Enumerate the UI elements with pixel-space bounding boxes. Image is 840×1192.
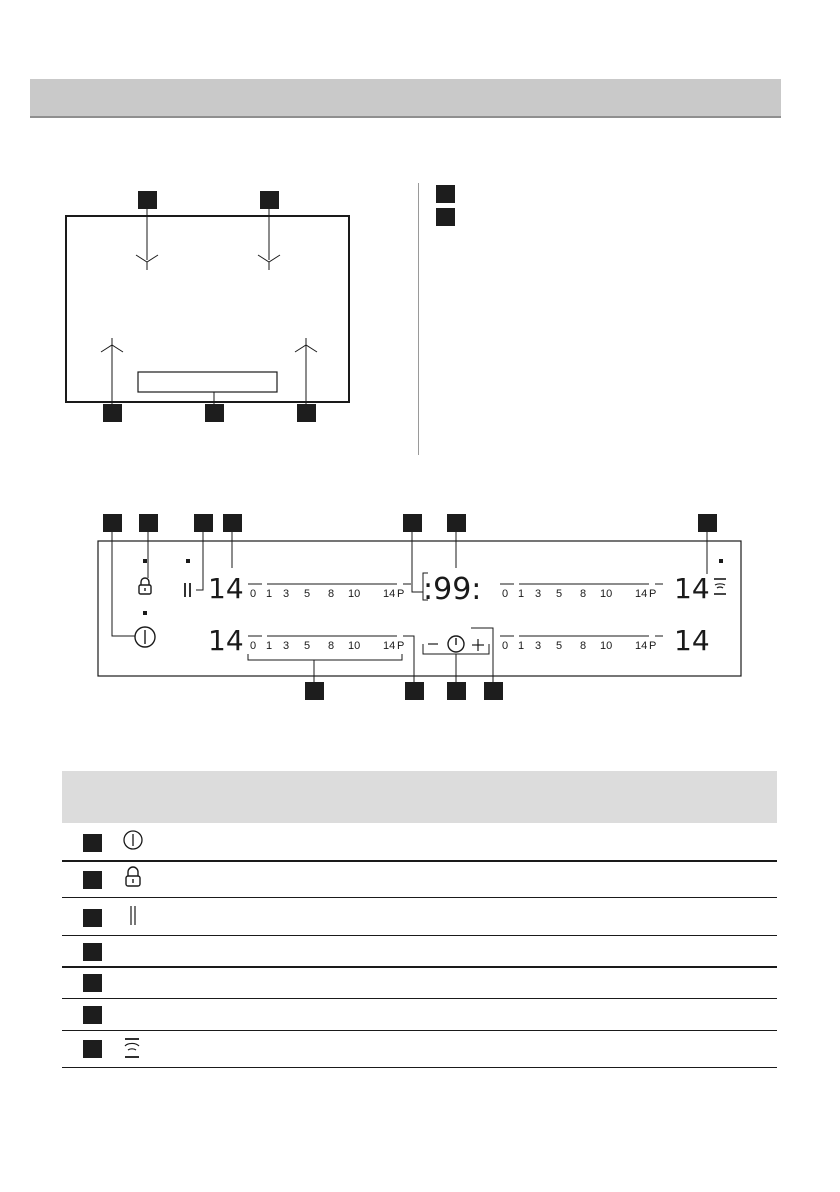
row-marker bbox=[83, 1006, 102, 1024]
scale-label: 3 bbox=[535, 640, 542, 652]
marker-box bbox=[403, 514, 422, 532]
scale-label: 1 bbox=[266, 640, 273, 652]
row-marker bbox=[83, 834, 102, 852]
row-divider bbox=[62, 1067, 777, 1068]
scale-label: 14 bbox=[635, 588, 648, 600]
scale-label: 3 bbox=[535, 588, 542, 600]
marker-box bbox=[103, 514, 122, 532]
clock-icon bbox=[448, 636, 464, 652]
scale-label: 14 bbox=[383, 588, 396, 600]
row-marker bbox=[83, 1040, 102, 1058]
scale-label: 8 bbox=[328, 588, 335, 600]
hob-hood-icon bbox=[714, 579, 726, 594]
scale-label: 10 bbox=[348, 640, 361, 652]
scale-label: 10 bbox=[348, 588, 361, 600]
scale-label: 14 bbox=[383, 640, 396, 652]
scale-label: 1 bbox=[518, 640, 525, 652]
indicator-dot bbox=[143, 559, 147, 563]
table-row bbox=[62, 1030, 777, 1068]
lock-icon bbox=[121, 865, 145, 889]
row-marker bbox=[83, 974, 102, 992]
marker-box bbox=[223, 514, 242, 532]
indicator-dot bbox=[186, 559, 190, 563]
scale-label: 0 bbox=[250, 588, 257, 600]
hob-hood-icon bbox=[121, 1036, 145, 1060]
scale-label: 1 bbox=[518, 588, 525, 600]
table-row bbox=[62, 936, 777, 967]
panel-outline bbox=[98, 541, 741, 676]
scale-label: 1 bbox=[266, 588, 273, 600]
row-marker bbox=[83, 871, 102, 889]
row-marker bbox=[83, 943, 102, 961]
scale-label: P bbox=[397, 640, 405, 652]
scale-label: 10 bbox=[600, 640, 613, 652]
marker-box bbox=[194, 514, 213, 532]
marker-box bbox=[447, 682, 466, 700]
marker-box bbox=[698, 514, 717, 532]
scale-label: 0 bbox=[250, 640, 257, 652]
scale-label: P bbox=[649, 588, 657, 600]
scale-label: 14 bbox=[635, 640, 648, 652]
pause-icon bbox=[185, 583, 190, 597]
scale-label: 3 bbox=[283, 588, 290, 600]
table-row bbox=[62, 967, 777, 998]
timer-controls bbox=[428, 636, 484, 652]
power-icon bbox=[121, 828, 145, 852]
table-row bbox=[62, 898, 777, 936]
scale-label: 10 bbox=[600, 588, 613, 600]
scale-label: 3 bbox=[283, 640, 290, 652]
marker-box bbox=[405, 682, 424, 700]
power-level-display: 14 bbox=[674, 572, 710, 605]
scale-label: 5 bbox=[556, 588, 563, 600]
scale-label: 8 bbox=[580, 588, 587, 600]
marker-box bbox=[305, 682, 324, 700]
power-level-display: 14 bbox=[208, 624, 244, 657]
table-row bbox=[62, 860, 777, 898]
lock-icon bbox=[139, 578, 151, 594]
timer-display: :99: bbox=[423, 572, 482, 607]
indicator-dot bbox=[143, 611, 147, 615]
table-row bbox=[62, 823, 777, 860]
marker-box bbox=[139, 514, 158, 532]
row-marker bbox=[83, 909, 102, 927]
indicator-dot bbox=[719, 559, 723, 563]
power-level-display: 14 bbox=[674, 624, 710, 657]
scale-label: 5 bbox=[304, 588, 311, 600]
power-level-display: 14 bbox=[208, 572, 244, 605]
scale-label: 8 bbox=[580, 640, 587, 652]
scale-label: P bbox=[649, 640, 657, 652]
scale-label: 8 bbox=[328, 640, 335, 652]
table-header bbox=[62, 771, 777, 823]
marker-box bbox=[447, 514, 466, 532]
table-row bbox=[62, 999, 777, 1030]
scale-label: P bbox=[397, 588, 405, 600]
marker-box bbox=[484, 682, 503, 700]
pause-icon bbox=[121, 903, 145, 927]
scale-label: 0 bbox=[502, 588, 509, 600]
scale-label: 5 bbox=[556, 640, 563, 652]
plus-icon bbox=[472, 639, 484, 651]
scale-label: 5 bbox=[304, 640, 311, 652]
power-icon bbox=[135, 627, 155, 647]
scale-label: 0 bbox=[502, 640, 509, 652]
